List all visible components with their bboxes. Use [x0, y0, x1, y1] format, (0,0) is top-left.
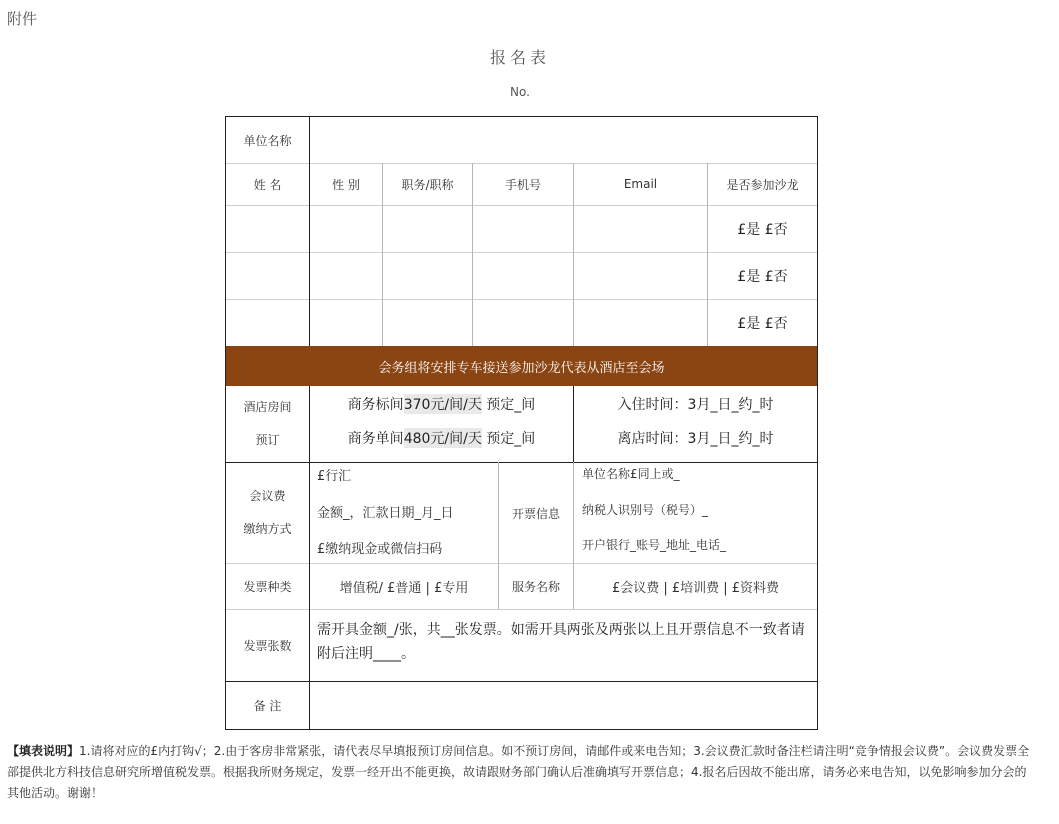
remarks-label: 备 注: [253, 699, 282, 713]
header-phone: 手机号: [504, 177, 541, 192]
header-salon: 是否参加沙龙: [726, 177, 799, 192]
room-single-line[interactable]: [310, 422, 573, 454]
unit-name-label: 单位名称: [243, 133, 292, 148]
room-single-name: 商务单间: [347, 431, 404, 447]
room-single-price: 480元/间/天: [404, 428, 482, 448]
checkin-time[interactable]: 入住时间：3月_日_约_时: [617, 397, 774, 413]
header-gender: 性 别: [332, 177, 360, 192]
invoice-bank[interactable]: 开户银行_账号_地址_电话_: [582, 538, 727, 552]
form-notes: [7, 741, 1037, 804]
room-single-reserve: 预定_间: [486, 431, 536, 447]
salon-option[interactable]: £是 £否: [737, 315, 788, 332]
shuttle-banner: 会务组将安排专车接送参加沙龙代表从酒店至会场: [226, 346, 817, 386]
hotel-label-line2: 预订: [255, 433, 280, 447]
header-position: 职务/职称: [401, 177, 454, 192]
fee-payment-options: [317, 463, 497, 561]
remarks-field[interactable]: [310, 682, 817, 729]
remit-option[interactable]: £行汇: [317, 469, 352, 484]
invoice-tax-id[interactable]: 纳税人识别号（税号）_: [582, 502, 709, 517]
room-standard-price: 370元/间/天: [404, 394, 482, 414]
notes-text: 1.请将对应的£内打钩√；2.由于客房非常紧张，请代表尽早填报预订房间信息。如不预订房间，请邮件或来电告知；3.会议费汇款时备注栏请注明“竞争情报会议费”。会议费发票全部提供北方科技信息研究所增值税发票。根据我所财务规定，发票一经开出不能更换，故请跟财务部门确认后准确填写开票信息；4.报名后因故不能出席，请务必来电告知，以免影响参加分会的其他活动。谢谢！: [7, 744, 1030, 800]
invoice-info-fields: [582, 463, 817, 561]
remit-amount[interactable]: 金额_，汇款日期_月_日: [317, 505, 454, 521]
fee-label-line1: 会议费: [249, 489, 286, 503]
notes-heading: 【填表说明】: [7, 744, 80, 758]
form-number-label: No.: [510, 85, 530, 99]
header-email: Email: [623, 177, 658, 191]
cash-option[interactable]: £缴纳现金或微信扫码: [317, 542, 443, 557]
invoice-count-label: 发票张数: [243, 639, 292, 653]
room-standard-line[interactable]: [310, 388, 573, 420]
service-name-label: 服务名称: [511, 580, 560, 594]
salon-option[interactable]: £是 £否: [737, 268, 788, 285]
invoice-info-label: 开票信息: [511, 506, 560, 521]
unit-name-field[interactable]: [310, 117, 817, 163]
invoice-count-text[interactable]: 需开具金额_/张，共__张发票。如需开具两张及两张以上且开票信息不一致者请附后注明____。: [317, 622, 805, 662]
fee-label: [226, 463, 309, 563]
service-name-options[interactable]: £会议费 | £培训费 | £资料费: [611, 581, 780, 596]
checkout-time[interactable]: 离店时间：3月_日_约_时: [617, 431, 774, 447]
hotel-label-line1: 酒店房间: [243, 400, 292, 414]
invoice-type-options[interactable]: 增值税/ £普通 | £专用: [339, 581, 469, 596]
page-title: 报名表: [489, 48, 550, 67]
registration-form: [225, 116, 818, 730]
invoice-unit-name[interactable]: 单位名称£同上或_: [582, 467, 680, 481]
salon-option[interactable]: £是 £否: [737, 221, 788, 238]
hotel-label: [226, 386, 309, 462]
fee-label-line2: 缴纳方式: [243, 522, 292, 536]
attachment-label: 附件: [7, 10, 38, 28]
invoice-type-label: 发票种类: [243, 580, 292, 594]
header-name: 姓 名: [253, 177, 282, 192]
room-standard-name: 商务标间: [347, 397, 404, 413]
room-standard-reserve: 预定_间: [486, 397, 536, 413]
